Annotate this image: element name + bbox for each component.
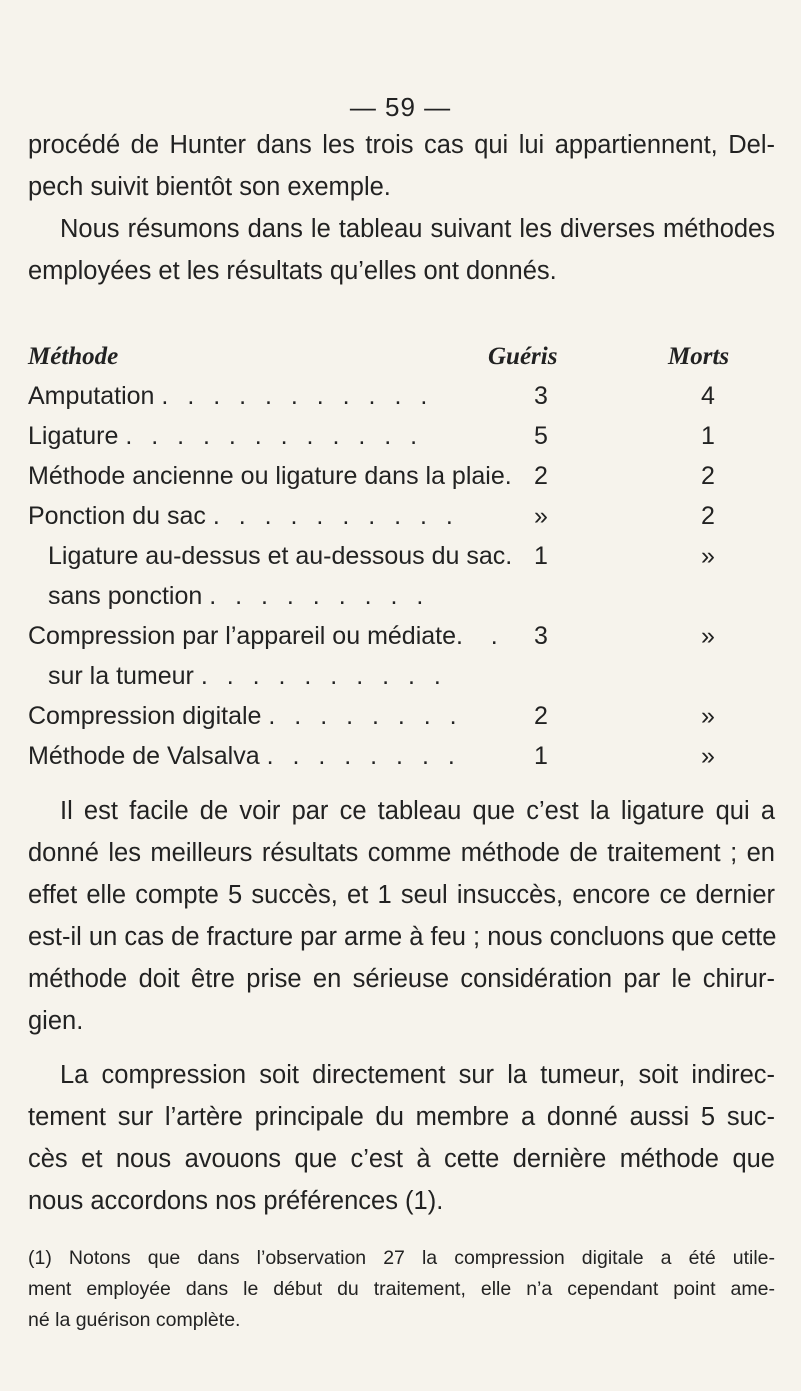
table-row (28, 422, 788, 462)
row-cured: 3 (534, 382, 548, 410)
row-cured: 1 (534, 742, 548, 770)
footnote (28, 1243, 775, 1336)
text-line: tement sur l’artère principale du membre a donné aussi 5 suc- (28, 1103, 775, 1131)
table-row (28, 462, 788, 502)
row-label: Ligature au-dessus et au-dessous du sac. (48, 542, 513, 570)
row-dead: » (701, 542, 715, 570)
body-paragraph-1 (28, 790, 775, 1042)
header-cured: Guéris (488, 343, 558, 370)
body-paragraph-2 (28, 1054, 775, 1222)
row-leader-dots: . . . . . . . . . . . . (125, 422, 424, 450)
text-line: est-il un cas de fracture par arme à feu ; nous concluons que cette (28, 923, 777, 951)
row-leader-dots: . (490, 622, 504, 650)
row-cured: 2 (534, 702, 548, 730)
row-label: Ligature (28, 422, 119, 450)
table-row (28, 662, 788, 702)
row-dead: » (701, 702, 715, 730)
intro-paragraph (28, 124, 775, 292)
text-line: cès et nous avouons que c’est à cette dernière méthode que (28, 1145, 775, 1173)
row-cured: 3 (534, 622, 548, 650)
text-line: nous accordons nos préférences (1). (28, 1187, 444, 1215)
row-label: Compression par l’appareil ou médiate. (28, 622, 463, 650)
row-cured: 5 (534, 422, 548, 450)
row-label: Compression digitale (28, 702, 262, 730)
row-leader-dots: . . . . . . . . . (209, 582, 430, 610)
text-line: La compression soit directement sur la tumeur, soit indirec- (60, 1061, 775, 1089)
table-row (28, 582, 788, 622)
row-leader-dots: . . . . . . . . (268, 702, 463, 730)
text-line: méthode doit être prise en sérieuse considération par le chirur- (28, 965, 775, 993)
row-leader-dots: . . . . . . . . . . (212, 502, 459, 530)
row-cured: 2 (534, 462, 548, 490)
row-dead: » (701, 622, 715, 650)
footnote-line: né la guérison complète. (28, 1309, 241, 1331)
row-label: sans ponction (48, 582, 203, 610)
table-row (28, 542, 788, 582)
text-line: employées et les résultats qu’elles ont donnés. (28, 257, 557, 285)
text-line: effet elle compte 5 succès, et 1 seul insuccès, encore ce dernier (28, 881, 775, 909)
row-leader-dots: . . . . . . . . (266, 742, 461, 770)
row-label: Amputation (28, 382, 155, 410)
table-row (28, 622, 788, 662)
table-row (28, 382, 788, 422)
row-leader-dots: . . . . . . . . . . . (161, 382, 434, 410)
table-header (28, 343, 788, 383)
row-dead: 2 (701, 502, 715, 530)
header-dead: Morts (668, 343, 730, 370)
row-label: Ponction du sac (28, 502, 206, 530)
text-line: Nous résumons dans le tableau suivant les diverses méthodes (60, 215, 775, 243)
text-line: gien. (28, 1007, 84, 1035)
page-number: — 59 — (349, 92, 452, 122)
row-dead: 2 (701, 462, 715, 490)
text-line: Il est facile de voir par ce tableau que c’est la ligature qui a (60, 797, 775, 825)
row-dead: 1 (701, 422, 715, 450)
footnote-line: (1) Notons que dans l’observation 27 la compression digitale a été utile- (28, 1247, 775, 1269)
row-dead: 4 (701, 382, 715, 410)
row-dead: » (701, 742, 715, 770)
text-line: pech suivit bientôt son exemple. (28, 173, 391, 201)
table-row (28, 742, 788, 782)
text-line: donné les meilleurs résultats comme méthode de traitement ; en (28, 839, 775, 867)
row-label: Méthode ancienne ou ligature dans la plaie. (28, 462, 512, 490)
footnote-line: ment employée dans le début du traitement, elle n’a cependant point ame- (28, 1278, 775, 1300)
row-cured: 1 (534, 542, 548, 570)
text-line: procédé de Hunter dans les trois cas qui lui appartiennent, Del- (28, 131, 775, 159)
row-label: sur la tumeur (48, 662, 194, 690)
header-method: Méthode (28, 343, 119, 370)
row-cured: » (534, 502, 548, 530)
table-row (28, 702, 788, 742)
table-row (28, 502, 788, 542)
row-leader-dots: . . . . . . . . . . (200, 662, 447, 690)
row-label: Méthode de Valsalva (28, 742, 260, 770)
